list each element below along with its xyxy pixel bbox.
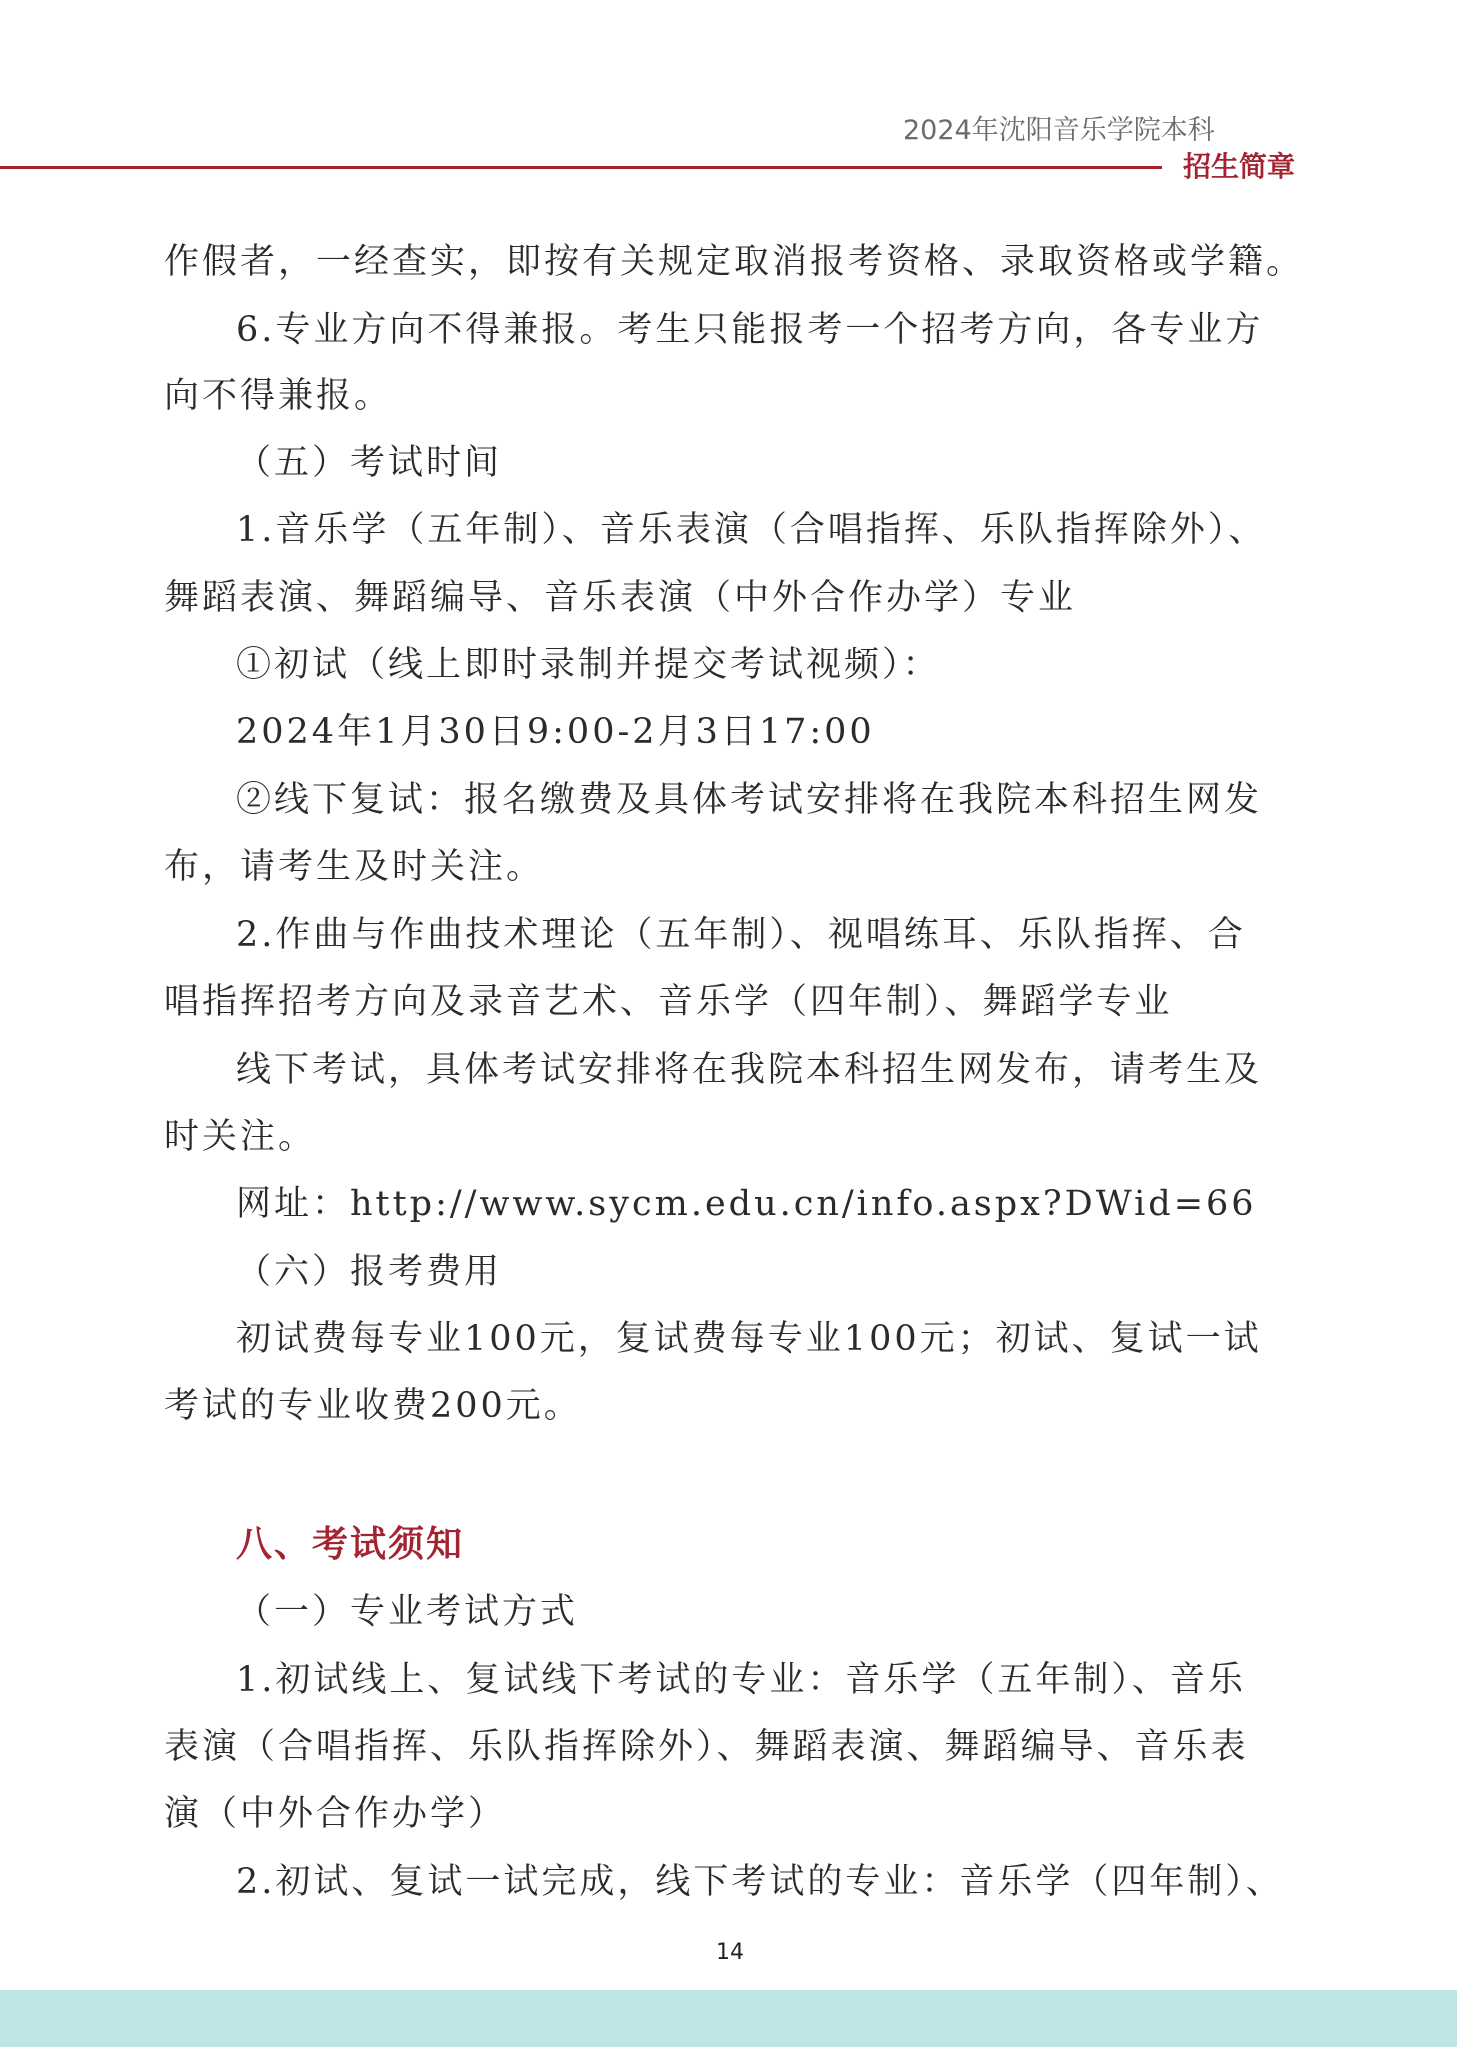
text-line: 2.作曲与作曲技术理论（五年制）、视唱练耳、乐队指挥、合 [236, 915, 1246, 955]
text-line: 作假者，一经查实，即按有关规定取消报考资格、录取资格或学籍。 [164, 242, 1305, 282]
text-line: 布，请考生及时关注。 [164, 847, 545, 887]
text-line: 6.专业方向不得兼报。考生只能报考一个招考方向，各专业方 [236, 310, 1264, 350]
text-line: 网址：http://www.sycm.edu.cn/info.aspx?DWid=66 [236, 1184, 1257, 1224]
header-title: 2024年沈阳音乐学院本科 [903, 115, 1215, 146]
text-line: 演（中外合作办学） [164, 1794, 507, 1834]
text-line: （五）考试时间 [236, 443, 503, 483]
text-line: ①初试（线上即时录制并提交考试视频）： [236, 645, 941, 685]
text-line: （一）专业考试方式 [236, 1592, 579, 1632]
footer-band [0, 1990, 1457, 2047]
page-number: 14 [716, 1940, 744, 1965]
text-line: 考试的专业收费200元。 [164, 1386, 582, 1426]
text-line: 线下考试，具体考试安排将在我院本科招生网发布，请考生及 [236, 1050, 1263, 1090]
section-heading: 八、考试须知 [236, 1524, 465, 1565]
text-line: ②线下复试：报名缴费及具体考试安排将在我院本科招生网发 [236, 780, 1263, 820]
text-line: 初试费每专业100元，复试费每专业100元；初试、复试一试 [236, 1319, 1262, 1359]
text-line: 时关注。 [164, 1117, 317, 1157]
header-divider [0, 166, 1162, 169]
text-line: 舞蹈表演、舞蹈编导、音乐表演（中外合作办学）专业 [164, 578, 1077, 618]
text-line: 2.初试、复试一试完成，线下考试的专业：音乐学（四年制）、 [236, 1862, 1284, 1902]
text-line: 唱指挥招考方向及录音艺术、音乐学（四年制）、舞蹈学专业 [164, 982, 1173, 1022]
text-line: （六）报考费用 [236, 1252, 503, 1292]
text-line: 1.初试线上、复试线下考试的专业：音乐学（五年制）、音乐 [236, 1660, 1246, 1700]
text-line: 向不得兼报。 [164, 376, 393, 416]
header-subtitle: 招生简章 [1183, 150, 1296, 183]
text-line: 2024年1月30日9:00-2月3日17:00 [236, 712, 875, 752]
text-line: 1.音乐学（五年制）、音乐表演（合唱指挥、乐队指挥除外）、 [236, 510, 1267, 550]
text-line: 表演（合唱指挥、乐队指挥除外）、舞蹈表演、舞蹈编导、音乐表 [164, 1727, 1249, 1767]
